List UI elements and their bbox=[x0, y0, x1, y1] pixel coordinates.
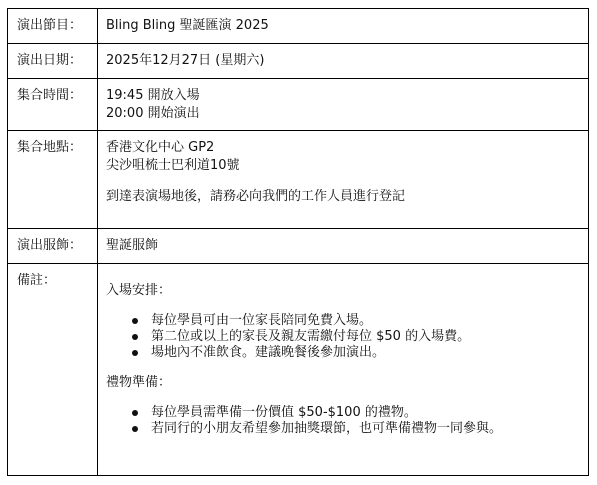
list-item: 每位學員需準備一份價值 $50-$100 的禮物。 bbox=[136, 405, 588, 421]
table-row-assembly-time bbox=[8, 79, 589, 131]
assembly-time-line-start: 20:00 開始演出 bbox=[106, 106, 200, 121]
venue-address: 尖沙咀梳士巴利道10號 bbox=[106, 158, 240, 173]
date-label: 演出日期： bbox=[8, 44, 98, 79]
assembly-time-line-open: 19:45 開放入場 bbox=[106, 88, 200, 103]
assembly-place-value bbox=[98, 131, 589, 229]
date-value: 2025年12月27日 (星期六) bbox=[98, 44, 589, 79]
table-row-costume bbox=[8, 229, 589, 264]
remarks-label: 備註： bbox=[8, 264, 98, 476]
table-row-assembly-place bbox=[8, 131, 589, 229]
remarks-value bbox=[98, 264, 589, 476]
gifts-title: 禮物準備： bbox=[106, 375, 172, 390]
costume-label: 演出服飾： bbox=[8, 229, 98, 264]
table-row-remarks bbox=[8, 264, 589, 476]
costume-value: 聖誕服飾 bbox=[98, 229, 589, 264]
list-item: 若同行的小朋友希望參加抽獎環節，也可準備禮物一同參與。 bbox=[136, 421, 588, 437]
registration-note: 到達表演場地後，請務必向我們的工作人員進行登記 bbox=[106, 189, 406, 204]
table-row-date bbox=[8, 44, 589, 79]
assembly-place-label: 集合地點： bbox=[8, 131, 98, 229]
table-row-program bbox=[8, 9, 589, 44]
gifts-list bbox=[106, 405, 588, 437]
assembly-time-label: 集合時間： bbox=[8, 79, 98, 131]
list-item: 第二位或以上的家長及親友需繳付每位 $50 的入場費。 bbox=[136, 329, 588, 345]
program-value: Bling Bling 聖誕匯演 2025 bbox=[98, 9, 589, 44]
list-item: 每位學員可由一位家長陪同免費入場。 bbox=[136, 313, 588, 329]
list-item: 場地內不准飲食。建議晚餐後參加演出。 bbox=[136, 345, 588, 361]
program-label: 演出節目： bbox=[8, 9, 98, 44]
assembly-time-value bbox=[98, 79, 589, 131]
venue-name: 香港文化中心 GP2 bbox=[106, 140, 215, 155]
admission-title: 入場安排： bbox=[106, 283, 172, 298]
admission-list bbox=[106, 313, 588, 361]
event-info-table bbox=[7, 8, 589, 476]
